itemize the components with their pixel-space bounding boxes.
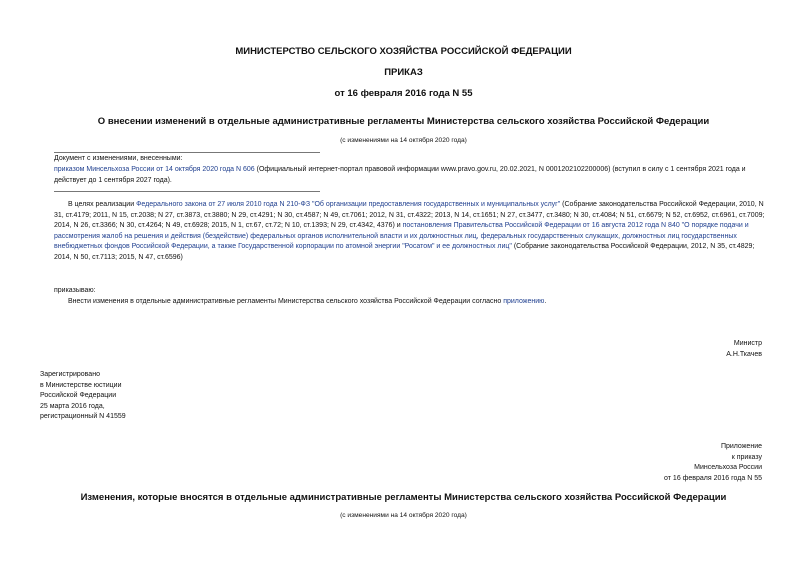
- ministry-heading: МИНИСТЕРСТВО СЕЛЬСКОГО ХОЗЯЙСТВА РОССИЙСКОЙ ФЕДЕРАЦИИ: [235, 46, 572, 57]
- registration-line-1: Зарегистрировано: [40, 371, 100, 378]
- order-end: .: [544, 298, 547, 305]
- appendix-link[interactable]: приложению: [503, 298, 545, 305]
- order-paragraph: [68, 297, 768, 308]
- preamble-text-3: (Собрание законодательства Российской Федерации, 2012, N 35, ст.4829; 2014, N 50, ст.7113; 2015, N 47, ст.6596): [54, 243, 755, 261]
- preamble-text-1: В целях реализации: [68, 201, 137, 208]
- appendix-line-2: к приказу: [731, 453, 762, 461]
- preamble-text-2: (Собрание законодательства Российской Федерации, 2010, N 31, ст.4179; 2011, N 15, ст.2038; N 27, ст.3873, ст.3880; N 29, ст.4291; N 30, ст.4587; N 49, ст.7061; 2012, N 31, ст.4322; 2013, N 14, ст.1651; N 27, ст.3477, ст.3480; N 30, ст.4084; N 51, ст.6679; N 52, ст.6952, ст.6961, ст.7009; 2014, N 26, ст.3366; N 30, ст.4264; N 49, ст.6928; 2015, N 1, ст.67, ст.72; N 10, ст.1393; N 29, ст.4342, 4376) и: [54, 201, 765, 230]
- registration-line-5: регистрационный N 41559: [40, 413, 126, 421]
- federal-law-link[interactable]: Федерального закона от 27 июля 2010 года N 210-ФЗ "Об организации предоставления государственных и муниципальных услуг": [136, 201, 561, 208]
- preamble-paragraph: [54, 200, 770, 264]
- government-decree-link[interactable]: постановления Правительства Российской Федерации от 16 августа 2012 года N 840 "О порядке подачи и рассмотрения жалоб на решения и действия (бездействие) федеральных органов исполнительной власти и их должностных лиц, федеральных государственных служащих, должностных лиц государственных внебюджетных фондов Российской Федерации, а также Государственной корпорации по атомной энергии "Росатом" и ее должностных лиц": [54, 222, 749, 251]
- divider-top: [54, 152, 320, 153]
- appendix-line-3: Минсельхоза России: [694, 464, 762, 472]
- appendix-line-1: Приложение: [720, 443, 762, 450]
- amendment-link[interactable]: приказом Минсельхоза России от 14 октября 2020 года N 606: [54, 166, 255, 173]
- signer-position: Министр: [733, 340, 762, 347]
- registration-line-4: 25 марта 2016 года,: [40, 402, 105, 410]
- order-label: приказываю:: [54, 287, 96, 294]
- doc-type-heading: ПРИКАЗ: [384, 67, 423, 78]
- divider-bottom: [54, 191, 320, 192]
- amendment-details: (Официальный интернет-портал правовой информации www.pravo.gov.ru, 20.02.2021, N 0001202102200006) (вступил в силу с 1 сентября 2021 года и действует до 1 сентября 2027 года).: [54, 166, 746, 184]
- appendix-edition-note: (с изменениями на 14 октября 2020 года): [340, 512, 467, 519]
- registration-block: [40, 370, 126, 423]
- appendix-block: [664, 442, 762, 484]
- registration-line-2: в Министерстве юстиции: [40, 381, 122, 389]
- registration-line-3: Российской Федерации: [40, 392, 117, 400]
- document-title: О внесении изменений в отдельные административные регламенты Министерства сельского хозяйства Российской Федерации: [97, 116, 710, 127]
- date-number-heading: от 16 февраля 2016 года N 55: [334, 88, 473, 99]
- signature-block: [726, 339, 762, 360]
- signer-name: А.Н.Ткачев: [726, 350, 762, 358]
- appendix-line-4: от 16 февраля 2016 года N 55: [664, 474, 762, 482]
- changes-intro: Документ с изменениями, внесенными:: [54, 155, 183, 162]
- appendix-title: Изменения, которые вносятся в отдельные административные регламенты Министерства сельского хозяйства Российской Федерации: [80, 492, 727, 503]
- changes-text: [54, 165, 770, 186]
- order-text: Внести изменения в отдельные административные регламенты Министерства сельского хозяйства Российской Федерации согласно: [68, 298, 504, 305]
- edition-note: (с изменениями на 14 октября 2020 года): [340, 137, 467, 144]
